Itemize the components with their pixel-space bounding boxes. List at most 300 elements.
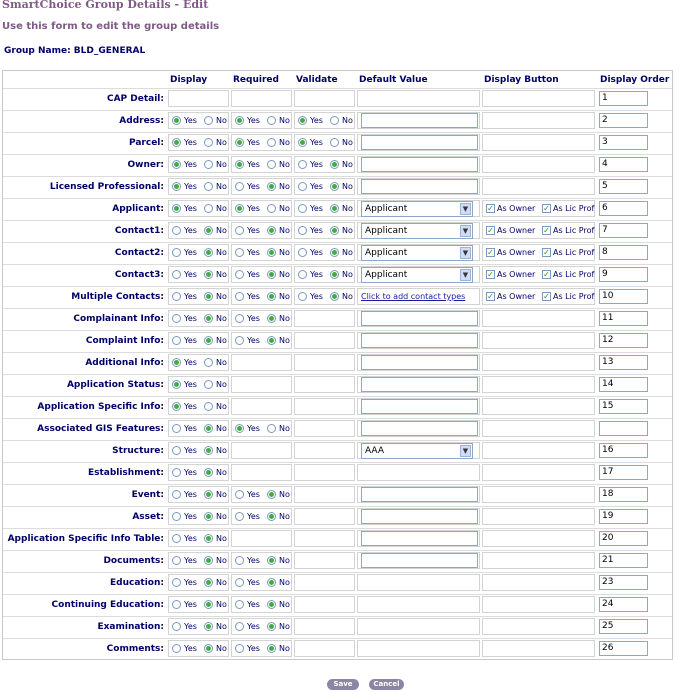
required-yes-radio[interactable] xyxy=(235,599,260,610)
display-yes-label: Yes xyxy=(184,380,197,389)
validate-yes-radio[interactable] xyxy=(298,247,323,258)
row-cell xyxy=(294,310,355,327)
radio-circle-icon xyxy=(267,138,276,147)
row-label: Associated GIS Features: xyxy=(37,424,164,434)
default-value-input[interactable] xyxy=(361,531,478,546)
required-yes-radio[interactable] xyxy=(235,313,260,324)
required-yes-radio[interactable] xyxy=(235,291,260,302)
row-label: Comments: xyxy=(106,644,164,654)
display-yes-radio[interactable] xyxy=(172,313,197,324)
required-yes-radio[interactable] xyxy=(235,423,260,434)
radio-circle-icon xyxy=(298,116,307,125)
row-cell xyxy=(357,640,480,657)
required-no-radio[interactable] xyxy=(267,115,290,126)
radio-circle-icon xyxy=(235,248,244,257)
radio-circle-icon xyxy=(267,226,276,235)
validate-no-radio[interactable] xyxy=(330,181,353,192)
validate-no-radio[interactable] xyxy=(330,247,353,258)
row-cell xyxy=(482,332,595,349)
display-order-input[interactable]: 13 xyxy=(599,355,648,370)
radio-circle-icon xyxy=(204,512,213,521)
display-order-input[interactable]: 25 xyxy=(599,619,648,634)
save-button[interactable]: Save xyxy=(327,679,359,690)
display-order-input[interactable]: 17 xyxy=(599,465,648,480)
row-cell xyxy=(294,398,355,415)
display-order-input[interactable]: 21 xyxy=(599,553,648,568)
row-cell xyxy=(231,90,292,107)
display-order-input[interactable]: 19 xyxy=(599,509,648,524)
display-yes-radio[interactable] xyxy=(172,115,197,126)
validate-yes-radio[interactable] xyxy=(298,225,323,236)
display-yes-label: Yes xyxy=(184,490,197,499)
row-separator xyxy=(3,418,672,419)
validate-yes-label: Yes xyxy=(310,116,323,125)
radio-circle-icon xyxy=(298,204,307,213)
display-no-label: No xyxy=(216,534,227,543)
display-yes-radio[interactable] xyxy=(172,621,197,632)
required-no-label: No xyxy=(279,336,290,345)
default-value-select[interactable] xyxy=(361,267,473,283)
display-yes-radio[interactable] xyxy=(172,445,197,456)
default-value-input[interactable] xyxy=(361,553,478,568)
row-cell xyxy=(482,354,595,371)
required-yes-radio[interactable] xyxy=(235,203,260,214)
display-order-input[interactable]: 1 xyxy=(599,91,648,106)
display-no-radio[interactable] xyxy=(204,137,227,148)
required-no-radio[interactable] xyxy=(267,489,290,500)
row-cell xyxy=(231,530,292,547)
required-no-label: No xyxy=(279,600,290,609)
display-no-label: No xyxy=(216,622,227,631)
validate-no-label: No xyxy=(342,116,353,125)
required-no-radio[interactable] xyxy=(267,269,290,280)
display-no-radio[interactable] xyxy=(204,599,227,610)
display-no-radio[interactable] xyxy=(204,159,227,170)
row-cell xyxy=(294,618,355,635)
display-order-input[interactable]: 10 xyxy=(599,289,648,304)
validate-yes-label: Yes xyxy=(310,270,323,279)
required-yes-label: Yes xyxy=(247,600,260,609)
group-fields-table xyxy=(2,70,673,660)
radio-circle-icon xyxy=(204,380,213,389)
radio-circle-icon xyxy=(330,160,339,169)
add-contact-types-link[interactable]: Click to add contact types xyxy=(361,292,466,301)
row-label: Examination: xyxy=(97,622,164,632)
required-yes-radio[interactable] xyxy=(235,621,260,632)
required-yes-radio[interactable] xyxy=(235,489,260,500)
display-no-radio[interactable] xyxy=(204,445,227,456)
default-value-input[interactable] xyxy=(361,377,478,392)
header-default-value: Default Value xyxy=(359,75,428,85)
required-no-radio[interactable] xyxy=(267,313,290,324)
display-no-radio[interactable] xyxy=(204,203,227,214)
display-no-radio[interactable] xyxy=(204,335,227,346)
radio-circle-icon xyxy=(204,292,213,301)
default-value-selected: Applicant xyxy=(365,204,408,214)
required-yes-label: Yes xyxy=(247,160,260,169)
header-display-button: Display Button xyxy=(484,75,559,85)
radio-circle-icon xyxy=(204,204,213,213)
validate-no-radio[interactable] xyxy=(330,269,353,280)
display-order-input[interactable]: 12 xyxy=(599,333,648,348)
required-no-label: No xyxy=(279,116,290,125)
chevron-down-icon: ▼ xyxy=(460,445,471,457)
checkmark-icon: ✓ xyxy=(487,291,494,301)
validate-no-radio[interactable] xyxy=(330,115,353,126)
display-order-input[interactable] xyxy=(599,421,648,436)
required-yes-radio[interactable] xyxy=(235,115,260,126)
row-separator xyxy=(3,440,672,441)
display-yes-radio[interactable] xyxy=(172,555,197,566)
required-yes-radio[interactable] xyxy=(235,137,260,148)
display-yes-label: Yes xyxy=(184,182,197,191)
radio-circle-icon xyxy=(267,160,276,169)
required-yes-radio[interactable] xyxy=(235,335,260,346)
as-owner-checkbox[interactable] xyxy=(486,247,535,258)
default-value-input[interactable] xyxy=(361,509,478,524)
required-no-radio[interactable] xyxy=(267,599,290,610)
cancel-button[interactable]: Cancel xyxy=(369,679,404,690)
default-value-input[interactable] xyxy=(361,311,478,326)
required-yes-radio[interactable] xyxy=(235,225,260,236)
display-order-input[interactable]: 7 xyxy=(599,223,648,238)
row-label: Education: xyxy=(110,578,164,588)
required-yes-label: Yes xyxy=(247,116,260,125)
display-yes-radio[interactable] xyxy=(172,181,197,192)
required-no-radio[interactable] xyxy=(267,621,290,632)
validate-yes-radio[interactable] xyxy=(298,181,323,192)
radio-circle-icon xyxy=(298,248,307,257)
radio-circle-icon xyxy=(172,622,181,631)
row-label: Structure: xyxy=(112,446,164,456)
default-value-select[interactable] xyxy=(361,443,473,459)
required-yes-radio[interactable] xyxy=(235,643,260,654)
as-lic-prof-label: As Lic Prof xyxy=(553,270,595,279)
display-no-radio[interactable] xyxy=(204,115,227,126)
display-yes-radio[interactable] xyxy=(172,247,197,258)
radio-circle-icon xyxy=(172,512,181,521)
row-cell xyxy=(357,90,480,107)
display-yes-radio[interactable] xyxy=(172,599,197,610)
row-cell xyxy=(482,156,595,173)
display-no-radio[interactable] xyxy=(204,313,227,324)
validate-yes-radio[interactable] xyxy=(298,137,323,148)
default-value-input[interactable] xyxy=(361,179,478,194)
as-lic-prof-checkbox[interactable] xyxy=(542,247,594,258)
validate-yes-radio[interactable] xyxy=(298,269,323,280)
validate-yes-radio[interactable] xyxy=(298,291,323,302)
display-no-label: No xyxy=(216,204,227,213)
display-no-label: No xyxy=(216,512,227,521)
display-yes-radio[interactable] xyxy=(172,401,197,412)
display-order-input[interactable]: 23 xyxy=(599,575,648,590)
required-no-label: No xyxy=(279,248,290,257)
radio-circle-icon xyxy=(298,160,307,169)
radio-circle-icon xyxy=(172,160,181,169)
radio-circle-icon xyxy=(235,138,244,147)
checkmark-icon: ✓ xyxy=(543,203,550,213)
radio-circle-icon xyxy=(267,270,276,279)
as-owner-checkbox[interactable] xyxy=(486,225,535,236)
required-yes-radio[interactable] xyxy=(235,577,260,588)
required-no-radio[interactable] xyxy=(267,137,290,148)
default-value-select[interactable] xyxy=(361,245,473,261)
validate-no-radio[interactable] xyxy=(330,159,353,170)
as-lic-prof-label: As Lic Prof xyxy=(553,204,595,213)
default-value-select[interactable] xyxy=(361,223,473,239)
required-yes-label: Yes xyxy=(247,182,260,191)
display-yes-radio[interactable] xyxy=(172,423,197,434)
default-value-selected: Applicant xyxy=(365,248,408,258)
display-no-radio[interactable] xyxy=(204,401,227,412)
display-yes-radio[interactable] xyxy=(172,577,197,588)
required-yes-label: Yes xyxy=(247,204,260,213)
display-yes-radio[interactable] xyxy=(172,467,197,478)
validate-no-label: No xyxy=(342,270,353,279)
row-separator xyxy=(3,198,672,199)
display-yes-label: Yes xyxy=(184,270,197,279)
validate-no-radio[interactable] xyxy=(330,225,353,236)
display-no-radio[interactable] xyxy=(204,643,227,654)
default-value-input[interactable] xyxy=(361,355,478,370)
radio-circle-icon xyxy=(330,226,339,235)
display-no-radio[interactable] xyxy=(204,181,227,192)
display-yes-radio[interactable] xyxy=(172,357,197,368)
as-lic-prof-checkbox[interactable] xyxy=(542,225,594,236)
default-value-input[interactable] xyxy=(361,421,478,436)
radio-circle-icon xyxy=(204,446,213,455)
default-value-input[interactable] xyxy=(361,333,478,348)
default-value-select[interactable] xyxy=(361,201,473,217)
required-no-radio[interactable] xyxy=(267,159,290,170)
required-no-label: No xyxy=(279,160,290,169)
display-yes-radio[interactable] xyxy=(172,511,197,522)
display-no-label: No xyxy=(216,248,227,257)
display-no-label: No xyxy=(216,556,227,565)
display-yes-label: Yes xyxy=(184,292,197,301)
display-order-input[interactable]: 24 xyxy=(599,597,648,612)
default-value-input[interactable] xyxy=(361,113,478,128)
display-yes-label: Yes xyxy=(184,578,197,587)
header-validate: Validate xyxy=(296,75,338,85)
required-no-radio[interactable] xyxy=(267,247,290,258)
display-yes-radio[interactable] xyxy=(172,225,197,236)
display-no-label: No xyxy=(216,292,227,301)
display-order-input[interactable]: 18 xyxy=(599,487,648,502)
display-order-input[interactable]: 8 xyxy=(599,245,648,260)
radio-circle-icon xyxy=(330,248,339,257)
display-order-input[interactable]: 11 xyxy=(599,311,648,326)
row-cell xyxy=(231,464,292,481)
row-cell xyxy=(294,640,355,657)
required-no-radio[interactable] xyxy=(267,577,290,588)
row-cell xyxy=(294,574,355,591)
required-yes-radio[interactable] xyxy=(235,555,260,566)
display-no-radio[interactable] xyxy=(204,489,227,500)
required-yes-radio[interactable] xyxy=(235,181,260,192)
display-yes-label: Yes xyxy=(184,644,197,653)
display-no-radio[interactable] xyxy=(204,379,227,390)
row-label: Complaint Info: xyxy=(85,336,164,346)
display-no-radio[interactable] xyxy=(204,357,227,368)
as-lic-prof-checkbox[interactable] xyxy=(542,291,594,302)
display-yes-radio[interactable] xyxy=(172,489,197,500)
as-owner-checkbox[interactable] xyxy=(486,203,535,214)
radio-circle-icon xyxy=(204,336,213,345)
display-order-input[interactable]: 2 xyxy=(599,113,648,128)
validate-no-radio[interactable] xyxy=(330,137,353,148)
row-cell xyxy=(482,530,595,547)
display-yes-label: Yes xyxy=(184,204,197,213)
radio-circle-icon xyxy=(172,116,181,125)
row-separator xyxy=(3,374,672,375)
validate-yes-radio[interactable] xyxy=(298,159,323,170)
display-order-input[interactable]: 14 xyxy=(599,377,648,392)
as-lic-prof-checkbox[interactable] xyxy=(542,269,594,280)
display-yes-radio[interactable] xyxy=(172,291,197,302)
row-cell xyxy=(294,376,355,393)
radio-circle-icon xyxy=(235,556,244,565)
required-no-label: No xyxy=(279,622,290,631)
display-order-input[interactable]: 5 xyxy=(599,179,648,194)
display-order-input[interactable]: 3 xyxy=(599,135,648,150)
display-yes-label: Yes xyxy=(184,116,197,125)
required-no-label: No xyxy=(279,204,290,213)
display-no-label: No xyxy=(216,644,227,653)
as-owner-checkbox[interactable] xyxy=(486,291,535,302)
display-no-radio[interactable] xyxy=(204,247,227,258)
required-no-radio[interactable] xyxy=(267,335,290,346)
as-lic-prof-checkbox[interactable] xyxy=(542,203,594,214)
radio-circle-icon xyxy=(172,314,181,323)
as-owner-label: As Owner xyxy=(497,226,536,235)
group-name: Group Name: BLD_GENERAL xyxy=(4,46,146,56)
display-no-label: No xyxy=(216,490,227,499)
validate-yes-radio[interactable] xyxy=(298,203,323,214)
display-order-input[interactable]: 4 xyxy=(599,157,648,172)
display-no-radio[interactable] xyxy=(204,511,227,522)
display-yes-radio[interactable] xyxy=(172,203,197,214)
row-cell xyxy=(482,90,595,107)
radio-circle-icon xyxy=(204,424,213,433)
display-yes-radio[interactable] xyxy=(172,159,197,170)
row-label: Parcel: xyxy=(129,138,164,148)
display-no-radio[interactable] xyxy=(204,533,227,544)
display-order-input[interactable]: 6 xyxy=(599,201,648,216)
row-separator xyxy=(3,308,672,309)
required-no-label: No xyxy=(279,512,290,521)
default-value-input[interactable] xyxy=(361,399,478,414)
required-yes-radio[interactable] xyxy=(235,247,260,258)
radio-circle-icon xyxy=(204,226,213,235)
row-label: Event: xyxy=(131,490,164,500)
radio-circle-icon xyxy=(204,490,213,499)
radio-circle-icon xyxy=(172,402,181,411)
row-cell xyxy=(294,530,355,547)
display-yes-radio[interactable] xyxy=(172,533,197,544)
display-no-radio[interactable] xyxy=(204,577,227,588)
default-value-input[interactable] xyxy=(361,487,478,502)
display-yes-radio[interactable] xyxy=(172,335,197,346)
required-no-radio[interactable] xyxy=(267,181,290,192)
radio-circle-icon xyxy=(235,644,244,653)
display-no-label: No xyxy=(216,336,227,345)
display-no-label: No xyxy=(216,468,227,477)
validate-yes-radio[interactable] xyxy=(298,115,323,126)
radio-circle-icon xyxy=(330,116,339,125)
checkmark-icon: ✓ xyxy=(543,247,550,257)
display-order-input[interactable]: 26 xyxy=(599,641,648,656)
display-no-radio[interactable] xyxy=(204,291,227,302)
validate-yes-label: Yes xyxy=(310,248,323,257)
display-order-input[interactable]: 16 xyxy=(599,443,648,458)
required-no-radio[interactable] xyxy=(267,225,290,236)
required-no-radio[interactable] xyxy=(267,291,290,302)
display-yes-radio[interactable] xyxy=(172,269,197,280)
radio-circle-icon xyxy=(298,292,307,301)
row-cell xyxy=(231,398,292,415)
radio-circle-icon xyxy=(235,270,244,279)
required-no-radio[interactable] xyxy=(267,643,290,654)
radio-circle-icon xyxy=(172,556,181,565)
validate-no-label: No xyxy=(342,226,353,235)
row-label: Establishment: xyxy=(87,468,164,478)
radio-circle-icon xyxy=(298,182,307,191)
display-order-input[interactable]: 9 xyxy=(599,267,648,282)
display-yes-radio[interactable] xyxy=(172,643,197,654)
required-yes-radio[interactable] xyxy=(235,511,260,522)
radio-circle-icon xyxy=(330,270,339,279)
required-no-radio[interactable] xyxy=(267,203,290,214)
display-yes-label: Yes xyxy=(184,336,197,345)
display-order-input[interactable]: 20 xyxy=(599,531,648,546)
validate-no-radio[interactable] xyxy=(330,203,353,214)
row-cell xyxy=(482,618,595,635)
default-value-input[interactable] xyxy=(361,157,478,172)
row-label: Application Specific Info Table: xyxy=(7,534,164,544)
display-no-radio[interactable] xyxy=(204,423,227,434)
display-no-label: No xyxy=(216,424,227,433)
display-yes-label: Yes xyxy=(184,600,197,609)
validate-yes-label: Yes xyxy=(310,182,323,191)
row-separator xyxy=(3,154,672,155)
radio-circle-icon xyxy=(172,138,181,147)
radio-circle-icon xyxy=(204,116,213,125)
display-no-radio[interactable] xyxy=(204,467,227,478)
display-yes-radio[interactable] xyxy=(172,379,197,390)
display-no-label: No xyxy=(216,138,227,147)
display-yes-label: Yes xyxy=(184,446,197,455)
display-no-radio[interactable] xyxy=(204,269,227,280)
display-no-radio[interactable] xyxy=(204,225,227,236)
required-yes-radio[interactable] xyxy=(235,159,260,170)
row-label: Application Status: xyxy=(66,380,164,390)
required-no-radio[interactable] xyxy=(267,511,290,522)
required-yes-radio[interactable] xyxy=(235,269,260,280)
row-label: Application Specific Info: xyxy=(37,402,164,412)
row-cell xyxy=(482,134,595,151)
as-owner-checkbox[interactable] xyxy=(486,269,535,280)
row-label: Additional Info: xyxy=(85,358,164,368)
display-no-radio[interactable] xyxy=(204,555,227,566)
validate-no-radio[interactable] xyxy=(330,291,353,302)
required-no-radio[interactable] xyxy=(267,423,290,434)
display-order-input[interactable]: 15 xyxy=(599,399,648,414)
display-no-radio[interactable] xyxy=(204,621,227,632)
required-no-radio[interactable] xyxy=(267,555,290,566)
default-value-input[interactable] xyxy=(361,135,478,150)
display-yes-radio[interactable] xyxy=(172,137,197,148)
